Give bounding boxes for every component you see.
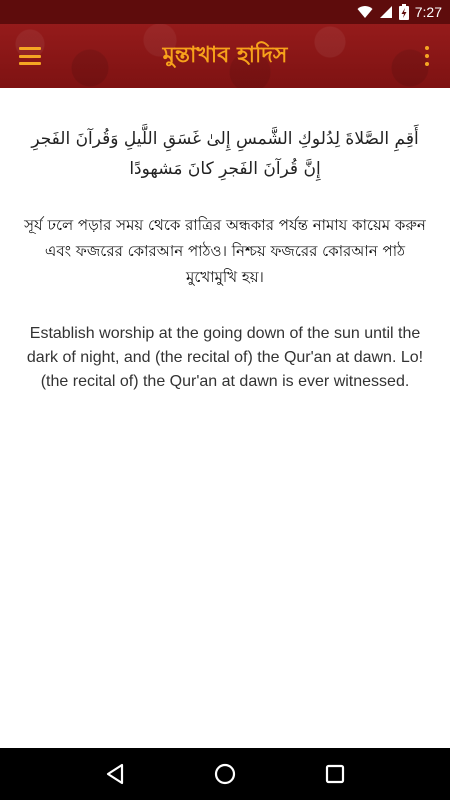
app-bar bbox=[0, 24, 450, 88]
home-circle-icon[interactable] bbox=[205, 754, 245, 794]
signal-icon bbox=[379, 5, 393, 19]
arabic-verse: أَقِمِ الصَّلاةَ لِدُلوكِ الشَّمسِ إِلىٰ غَسَقِ اللَّيلِ وَقُرآنَ الفَجرِ إِنَّ قُرآنَ الفَجرِ كانَ مَشهودًا bbox=[31, 129, 419, 179]
page-title: মুন্তাখাব হাদিস bbox=[162, 42, 288, 68]
english-translation: Establish worship at the going down of the sun until the dark of night, and (the recital of) the Qur'an at dawn. Lo! (the recital of) the Qur'an at dawn is ever witnessed. bbox=[26, 325, 424, 390]
hadith-content bbox=[0, 88, 450, 748]
more-vert-icon[interactable] bbox=[422, 44, 432, 68]
status-bar bbox=[0, 0, 450, 24]
bangla-translation: সূর্য ঢলে পড়ার সময় থেকে রাত্রির অন্ধকার পর্যন্ত নামায কায়েম করুন এবং ফজরের কোরআন পাঠও। নিশ্চয় ফজরের কোরআন পাঠ মুখোমুখি হয়। bbox=[24, 216, 426, 286]
hamburger-menu-icon[interactable] bbox=[18, 44, 42, 68]
system-navigation-bar bbox=[0, 748, 450, 800]
battery-charging-icon bbox=[399, 4, 409, 20]
back-triangle-icon[interactable] bbox=[95, 754, 135, 794]
status-time: 7:27 bbox=[414, 4, 442, 20]
recents-square-icon[interactable] bbox=[315, 754, 355, 794]
wifi-icon bbox=[357, 5, 373, 19]
